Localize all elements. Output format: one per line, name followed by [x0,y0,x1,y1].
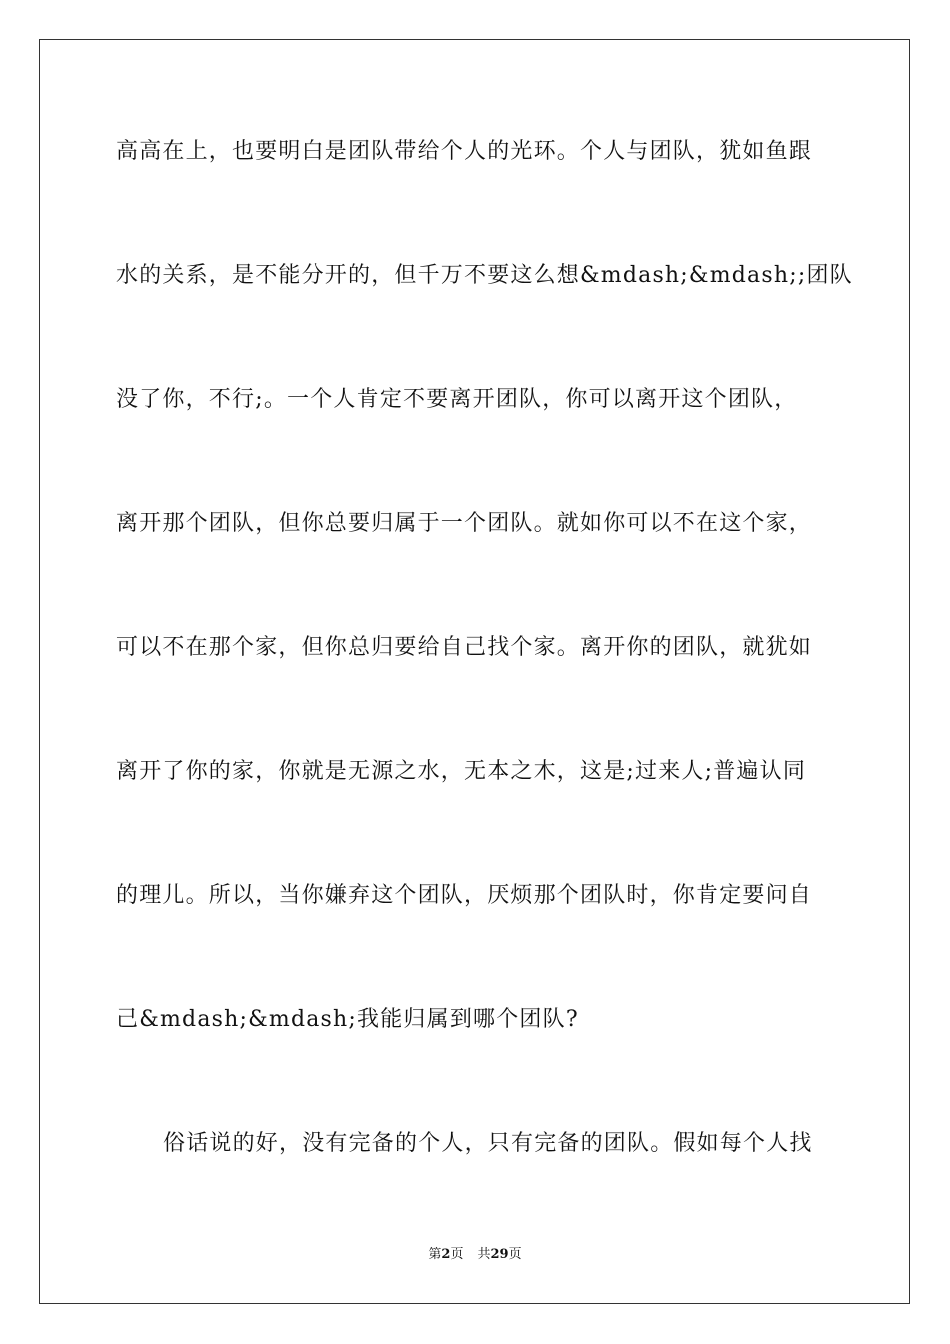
body-line-1: 高高在上，也要明白是团队带给个人的光环。个人与团队，犹如鱼跟 [116,139,813,164]
body-line-9-paragraph-start: 俗话说的好，没有完备的个人，只有完备的团队。假如每个人找 [163,1131,813,1156]
body-line-4: 离开那个团队，但你总要归属于一个团队。就如你可以不在这个家， [116,511,813,536]
footer-total-suffix: 页 [508,1247,522,1262]
body-line-3: 没了你，不行;。一个人肯定不要离开团队，你可以离开这个团队， [116,387,798,412]
body-line-6: 离开了你的家，你就是无源之水，无本之木，这是;过来人;普遍认同 [116,759,807,784]
footer-page-prefix: 第 [428,1247,442,1262]
page-frame [39,39,910,1304]
body-line-2: 水的关系，是不能分开的，但千万不要这么想&mdash;&mdash;;团队 [116,263,853,288]
footer-total-pages: 29 [490,1247,509,1262]
footer-page-suffix: 页 [450,1247,464,1262]
body-line-5: 可以不在那个家，但你总归要给自己找个家。离开你的团队，就犹如 [116,635,813,660]
footer-page-number: 2 [441,1247,451,1262]
body-line-8: 己&mdash;&mdash;我能归属到哪个团队? [116,1007,579,1032]
page-footer [0,1246,950,1264]
body-line-7: 的理儿。所以，当你嫌弃这个团队，厌烦那个团队时，你肯定要问自 [116,883,813,908]
footer-total-prefix: 共 [477,1247,491,1262]
